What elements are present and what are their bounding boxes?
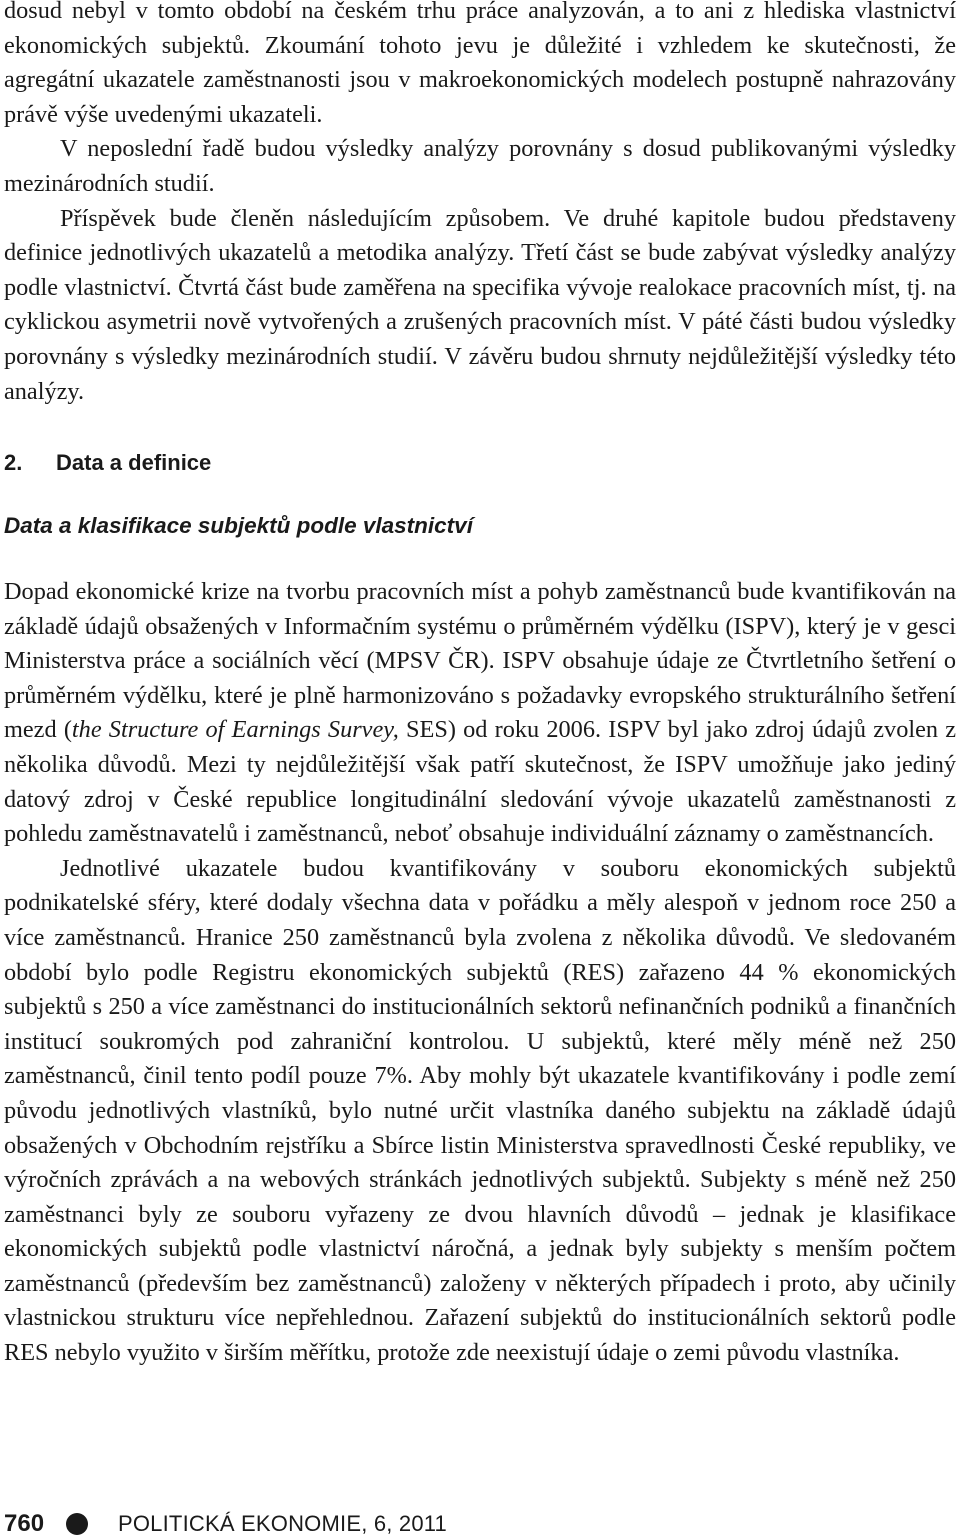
body-paragraph-1-part-b: SES) od roku 2006. ISPV byl jako zdroj údajů zvolen z několika důvodů. Mezi ty nejdůležitější však patří skutečnost, že ISPV umožňuje jako jediný datový zdroj v České republice longitudinální sledování vývoje ukazatelů zaměstnanosti z pohledu zaměstnavatelů i zaměstnanců, neboť obsahuje individuální záznamy o zaměstnancích. [4,716,957,848]
body-block [4,575,956,1371]
intro-block [4,0,956,409]
bullet-dot-icon [66,1513,88,1535]
section-heading [4,450,211,476]
section-title: Data a definice [56,450,212,475]
page-footer [4,1510,447,1538]
body-paragraph-1 [4,575,956,852]
subsection-heading: Data a klasifikace subjektů podle vlastnictví [4,513,473,538]
body-paragraph-2: Jednotlivé ukazatele budou kvantifikovány v souboru ekonomických subjektů podnikatelské sféry, které dodaly všechna data v pořádku a měly alespoň v jednom roce 250 a více zaměstnanců. Hranice 250 zaměstnanců byla zvolena z několika důvodů. Ve sledovaném období bylo podle Registru ekonomických subjektů (RES) zařazeno 44 % ekonomických subjektů s 250 a více zaměstnanci do institucionálních sektorů nefinančních podniků a finančních institucí soukromých pod zahraniční kontrolou. U subjektů, které měly méně než 250 zaměstnanců, činil tento podíl pouze 7%. Aby mohly být ukazatele kvantifikovány i podle zemí původu jednotlivých vlastníků, bylo nutné určit vlastníka daného subjektu na základě údajů obsažených v Obchodním rejstříku a Sbírce listin Ministerstva spravedlnosti České republiky, ve výročních zprávách a na webových stránkách jednotlivých subjektů. Subjekty s méně než 250 zaměstnanci byly ze souboru vyřazeny ze dvou hlavních důvodů – jednak je klasifikace ekonomických subjektů podle vlastnictví náročná, a jednak byly subjekty s menším počtem zaměstnanců (především bez zaměstnanců) založeny v některých případech i proto, aby učinily vlastnickou strukturu více nepřehlednou. Zařazení subjektů do institucionálních sektorů podle RES nebylo využito v širším měřítku, protože zde neexistují údaje o zemi původu vlastníka. [4,854,956,1367]
page-number: 760 [4,1510,45,1537]
body-paragraph-1-italic: the Structure of Earnings Survey, [71,716,399,744]
journal-name: POLITICKÁ EKONOMIE, 6, 2011 [118,1511,447,1536]
intro-paragraph-3: Příspěvek bude členěn následujícím způsobem. Ve druhé kapitole budou představeny definice jednotlivých ukazatelů a metodika analýzy. Třetí část se bude zabývat výsledky analýzy podle vlastnictví. Čtvrtá část bude zaměřena na specifika vývoje realokace pracovních míst, tj. na cyklickou asymetrii nově vytvořených a zrušených pracovních míst. V páté části budou výsledky porovnány s výsledky mezinárodních studií. V závěru budou shrnuty nejdůležitější výsledky této analýzy. [4,204,956,405]
intro-paragraph-1: dosud nebyl v tomto období na českém trhu práce analyzován, a to ani z hlediska vlastnictví ekonomických subjektů. Zkoumání tohoto jevu je důležité i vzhledem ke skutečnosti, že agregátní ukazatele zaměstnanosti jsou v makroekonomických modelech postupně nahrazovány právě výše uvedenými ukazateli. [4,0,956,128]
section-number: 2. [4,450,23,475]
intro-paragraph-2: V neposlední řadě budou výsledky analýzy porovnány s dosud publikovanými výsledky mezinárodních studií. [4,135,956,197]
body-paragraph-1-part-a: Dopad ekonomické krize na tvorbu pracovních míst a pohyb zaměstnanců bude kvantifikován na základě údajů obsažených v Informačním systému o průměrném výdělku (ISPV), který je v gesci Ministerstva práce a sociálních věcí (MPSV ČR). ISPV obsahuje údaje ze Čtvrtletního šetření o průměrném výdělku, které je plně harmonizováno s požadavky evropského strukturálního šetření mezd ( [4,578,956,744]
